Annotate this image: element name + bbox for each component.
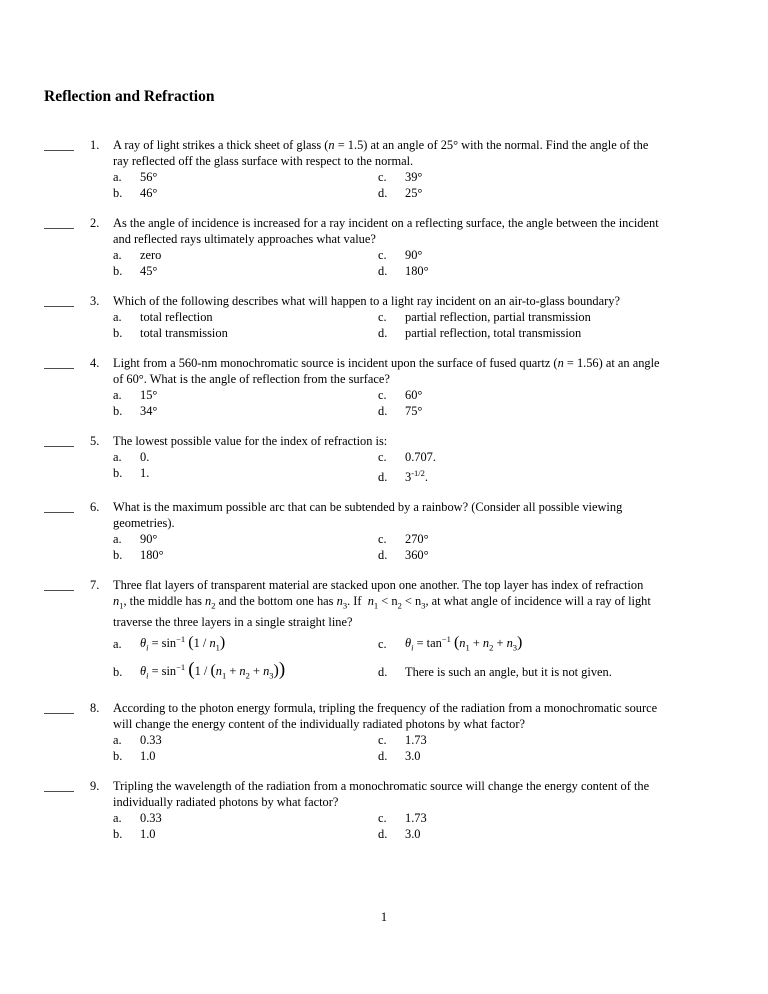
question-number: 9. <box>90 778 100 793</box>
question <box>44 355 724 419</box>
option-letter: c. <box>378 732 387 747</box>
question-number: 8. <box>90 700 100 715</box>
answer-blank <box>44 355 74 369</box>
question-stem: A ray of light strikes a thick sheet of glass (n = 1.5) at an angle of 25° with the normal. Find the angle of the ray reflected off the glass surface with respect to the normal. <box>113 138 649 168</box>
option-letter: b. <box>113 264 123 278</box>
option-text: partial reflection, partial transmission <box>405 310 591 324</box>
option-letter: c. <box>378 388 387 402</box>
option-text: 90° <box>140 532 158 547</box>
option <box>113 465 378 485</box>
question-stem: As the angle of incidence is increased for a ray incident on a reflecting surface, the angle between the incident and reflected rays ultimately approaches what value? <box>113 216 659 246</box>
option-text: 46° <box>140 186 158 200</box>
option-text: 360° <box>405 548 429 563</box>
option-text: 1.73 <box>405 810 427 825</box>
option-letter: a. <box>113 636 122 651</box>
question <box>44 433 724 485</box>
option <box>378 169 724 185</box>
question-number: 3. <box>90 294 100 308</box>
option-text: 180° <box>405 264 429 278</box>
option <box>378 826 724 842</box>
question <box>44 215 724 279</box>
option-text: 3.0 <box>405 826 421 841</box>
option-text: 1.0 <box>140 826 156 841</box>
option-text: There is such an angle, but it is not given. <box>405 664 612 679</box>
option-letter: a. <box>113 732 122 747</box>
option-letter: c. <box>378 170 387 184</box>
question-stem: Light from a 560-nm monochromatic source is incident upon the surface of fused quartz (n = 1.56) at an angle of 60°. What is the angle of reflection from the surface? <box>113 356 660 386</box>
option-letter: a. <box>113 310 122 324</box>
option-letter: a. <box>113 532 122 547</box>
answer-blank <box>44 433 74 447</box>
option <box>113 169 378 185</box>
option <box>378 547 724 563</box>
option-letter: b. <box>113 326 123 340</box>
question-stem: What is the maximum possible arc that can be subtended by a rainbow? (Consider all possible viewing geometries). <box>113 500 623 531</box>
option-text: 3.0 <box>405 748 421 763</box>
option-text: 0.33 <box>140 810 162 825</box>
option <box>113 325 378 341</box>
option <box>113 185 378 201</box>
options-grid <box>113 309 724 341</box>
question <box>44 577 724 685</box>
option-letter: d. <box>378 664 388 679</box>
question-body <box>113 700 724 764</box>
page-number: 1 <box>380 910 388 924</box>
option-letter: d. <box>378 826 388 841</box>
question-body <box>113 355 724 419</box>
question <box>44 499 724 563</box>
option-text: 75° <box>405 404 423 418</box>
option-letter: b. <box>113 664 123 679</box>
question-stem: Tripling the wavelength of the radiation from a monochromatic source will change the energy content of the individually radiated photons by what factor? <box>113 778 650 809</box>
options-grid <box>113 810 724 842</box>
options-grid <box>113 732 724 764</box>
option <box>113 263 378 279</box>
option-letter: c. <box>378 450 387 464</box>
option <box>378 630 724 658</box>
options-grid <box>113 387 724 419</box>
option-text: total transmission <box>140 326 228 340</box>
option-letter: d. <box>378 470 388 485</box>
question-body <box>113 137 724 201</box>
option <box>113 630 378 658</box>
question-stem: The lowest possible value for the index of refraction is: <box>113 434 388 448</box>
option-text: 0. <box>140 450 150 464</box>
option <box>378 658 724 686</box>
option <box>113 658 378 686</box>
option-letter: b. <box>113 466 123 480</box>
option <box>113 531 378 547</box>
option-letter: b. <box>113 748 123 763</box>
options-grid <box>113 449 724 485</box>
question-number: 7. <box>90 578 100 593</box>
option-letter: c. <box>378 532 387 547</box>
option <box>378 748 724 764</box>
answer-blank <box>44 700 74 714</box>
answer-blank <box>44 778 74 792</box>
option <box>113 810 378 826</box>
option-letter: c. <box>378 248 387 262</box>
option-text: partial reflection, total transmission <box>405 326 582 340</box>
option-text: 0.707. <box>405 450 436 464</box>
option-letter: c. <box>378 810 387 825</box>
question <box>44 778 724 842</box>
option-text: 1.73 <box>405 732 427 747</box>
option-letter: d. <box>378 186 388 200</box>
question-stem: According to the photon energy formula, tripling the frequency of the radiation from a monochromatic source will change the energy content of the individually radiated photons by what factor? <box>113 700 658 731</box>
option <box>378 531 724 547</box>
option-letter: d. <box>378 404 388 418</box>
option-letter: d. <box>378 264 388 278</box>
option <box>113 403 378 419</box>
question-stem: Which of the following describes what will happen to a light ray incident on an air-to-glass boundary? <box>113 294 620 308</box>
options-grid <box>113 630 724 686</box>
option-text: 56° <box>140 170 158 184</box>
answer-blank <box>44 293 74 307</box>
option-text: 60° <box>405 388 423 402</box>
option <box>113 309 378 325</box>
option-text: 1.0 <box>140 748 156 763</box>
option-text: 0.33 <box>140 732 162 747</box>
question-number: 6. <box>90 500 100 515</box>
option-text: 25° <box>405 186 423 200</box>
option-text: total reflection <box>140 310 213 324</box>
option-text: 270° <box>405 532 429 547</box>
option-text: 34° <box>140 404 158 418</box>
question-body <box>113 215 724 279</box>
option <box>378 263 724 279</box>
question <box>44 137 724 201</box>
option-letter: a. <box>113 388 122 402</box>
question <box>44 293 724 341</box>
option-letter: d. <box>378 548 388 563</box>
option-text: 39° <box>405 170 423 184</box>
option <box>378 247 724 263</box>
option <box>113 732 378 748</box>
option <box>378 810 724 826</box>
question-body <box>113 433 724 485</box>
option <box>378 309 724 325</box>
options-grid <box>113 531 724 563</box>
option-letter: a. <box>113 248 122 262</box>
option-text: $\theta_i = \sin^{-1} (1 / (n_1 + n_2 + n_3))$ <box>140 659 286 681</box>
option <box>378 449 724 465</box>
option-letter: a. <box>113 450 122 464</box>
option-letter: a. <box>113 810 122 825</box>
option <box>378 185 724 201</box>
option-text: $\theta_i = \tan^{-1} (n_1 + n_2 + n_3)$ <box>405 634 523 653</box>
answer-blank <box>44 499 74 513</box>
option-text: 1. <box>140 466 150 480</box>
question-stem: Three flat layers of transparent material are stacked upon one another. The top layer has index of refraction $n_1$, the middle has $n_2$ and the bottom one has $n_3$. If $n_1 < n_2 < n_3$, at what angle of incidence will a ray of light traverse the three layers in a single straight line? <box>113 578 651 629</box>
option <box>113 547 378 563</box>
page-title: Reflection and Refraction <box>44 88 215 105</box>
option-letter: b. <box>113 186 123 200</box>
option-letter: c. <box>378 636 387 651</box>
option <box>113 247 378 263</box>
answer-blank <box>44 137 74 151</box>
question-body <box>113 577 724 685</box>
option <box>378 403 724 419</box>
option-text: 180° <box>140 548 164 563</box>
option-text: zero <box>140 248 162 262</box>
option-text: 90° <box>405 248 423 262</box>
option-text: 15° <box>140 388 158 402</box>
option <box>378 732 724 748</box>
question-body <box>113 499 724 563</box>
option <box>378 387 724 403</box>
question-number: 2. <box>90 216 100 230</box>
question-body <box>113 293 724 341</box>
question-number: 5. <box>90 434 100 448</box>
option-text: 45° <box>140 264 158 278</box>
option-text: $3^{-1/2}$. <box>405 468 429 485</box>
questions-list <box>44 137 724 842</box>
option-letter: b. <box>113 548 123 563</box>
question-body <box>113 778 724 842</box>
option <box>113 826 378 842</box>
question <box>44 700 724 764</box>
option <box>113 387 378 403</box>
option-letter: c. <box>378 310 387 324</box>
option-letter: b. <box>113 826 123 841</box>
option-letter: b. <box>113 404 123 418</box>
options-grid <box>113 169 724 201</box>
option <box>378 325 724 341</box>
question-number: 4. <box>90 356 100 370</box>
answer-blank <box>44 215 74 229</box>
option-letter: a. <box>113 170 122 184</box>
option-letter: d. <box>378 748 388 763</box>
option-text: $\theta_i = \sin^{-1} (1 / n_1)$ <box>140 634 226 653</box>
option <box>378 465 724 485</box>
question-number: 1. <box>90 138 100 152</box>
options-grid <box>113 247 724 279</box>
option <box>113 748 378 764</box>
option-letter: d. <box>378 326 388 340</box>
answer-blank <box>44 577 74 591</box>
option <box>113 449 378 465</box>
